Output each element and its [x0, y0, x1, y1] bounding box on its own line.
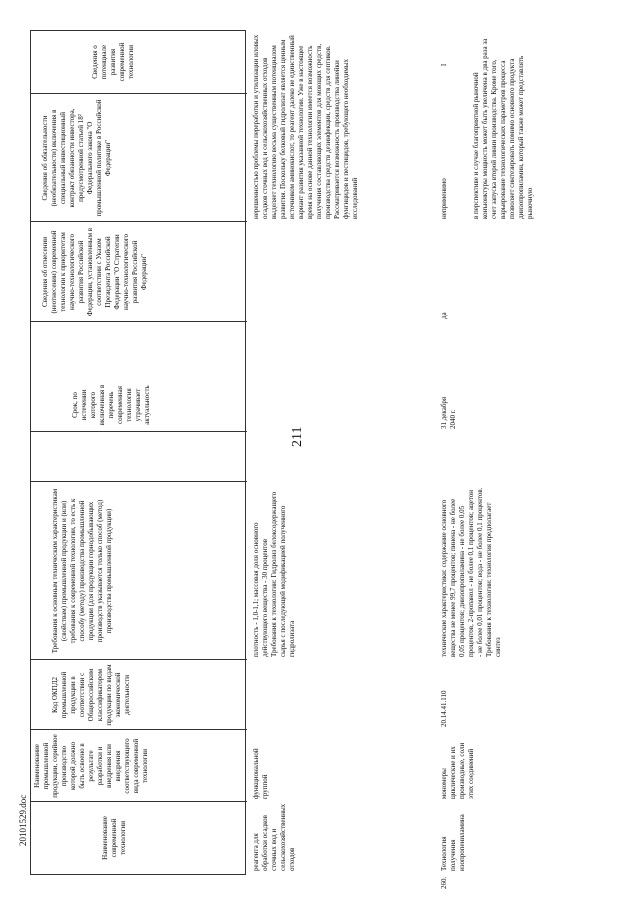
row-expiry-term: 31 декабря 2040 г. [440, 396, 457, 429]
cont-development-potential: нерешенностью проблемы переработки и утилизации иловых осадков сточных вод и сельскохозяйственных отходов выделяет технологию весьма существенным потенциалом развития. Поскольку белковый гидролизат является ценным источником аминокислот, то реагент далеко не единственный вариант развития указанной технологии. Уже в настоящее время на основе данной технологии имеется возможность получения составляющих элементов для моющих средств, производства средств дезинфекции, средств для септиков. Рассматривается возможность производства линейки фунгицидов и пестицидов, требующего необходимых исследований [252, 34, 359, 219]
col-divider [31, 659, 247, 660]
col-divider [31, 431, 247, 432]
col-divider [31, 321, 247, 322]
row-requirements: технические характеристики: содержание основного вещества не менее 99,7 процентов; пинена - не более 0,05 процентов; диизопропиламина - не более 0,05 процентов, 2-пропанол - не более 0,1 процентов; ацетон - не более 0,01 процентов; вода - не более 0,1 процентов. Требования к технологии: технология предполагает синтез [440, 487, 502, 657]
page-number: 211 [290, 426, 305, 447]
row-number: 260. [440, 876, 448, 889]
col-divider [31, 729, 247, 730]
header-requirements: Требования к основным техническим характеристикам (свойствам) промышленной продукции и (или) требования к современной технологии, то есть к способу (методу) производства промышленной продукции (для продукции горнодобывающих производств указывается только способ (метод) производства промышленной продукции) [51, 488, 113, 654]
row-priority-flag: да [440, 312, 448, 319]
technology-table [30, 30, 590, 889]
row-development-potential: в перспективе и случае благоприятной рыночной конъюнктуры мощность может быть увеличена в два раза за счет запуска второй линии производства. Кроме того, варьирование технологических параметров процесса позволяет синтезировать помимо основного продукта диизопропиламин, который также может представлять рыночную [472, 38, 534, 219]
row-product-name: мономеры циклические и их производные, соли этих соединений [440, 742, 475, 799]
row-okpd2-code: 20.14.41.110 [440, 690, 448, 727]
header-development-potential: Сведения о потенциале развития современной технологии [91, 42, 135, 82]
col-divider [31, 481, 247, 482]
row-contract-obligation: неприменимо [440, 178, 448, 219]
header-investment-contract: Сведения об обязательности (необязательности) включения в специальный инвестиционный контракт обязанности инвестора, предусмотренной статьей 18² Федерального закона "О промышленной политике в Российской Федерации" [41, 99, 112, 217]
row-technology-name: Технология получения изопропениламина [440, 814, 466, 871]
table-header-row [30, 30, 246, 875]
col-divider [31, 93, 247, 94]
col-divider [31, 221, 247, 222]
footer-doc-code: 20101529.doc [18, 794, 28, 846]
row-technology-group: I [440, 63, 448, 67]
header-product-name: Наименование промышленной продукции, серийное производство которой должно быть освоено в результате разработки и внедрения или внедрения соответствующего вида современной технологии [33, 734, 149, 798]
header-priorities: Сведения об отнесении (неотнесении) современной технологии к приоритетам научно-технологического развития Российской Федерации, установленным в соответствии с Указом Президента Российской Федерации "О Стратегии научно-технологического развития Российской Федерации" [41, 227, 148, 317]
header-expiry-term: Срок, по истечении которого включенная в перечень современная технология утрачивает актуальность [71, 384, 151, 426]
cont-product-name: функциональной группой [252, 748, 269, 799]
header-technology-name: Наименование современной технологии [101, 816, 127, 860]
cont-requirements: плотность - 1,0-1,1; массовая доля основного действующего вещества - 30 процентов Требования к технологии: Гидролиз белоксодержащего сырья с последующей модификацией полученного гидролизата [252, 491, 296, 657]
cont-technology-name: реагента для обработки осадков сточных вод и сельскохозяйственных отходов [252, 803, 296, 871]
header-okpd2-code: Код ОКПД2 промышленной продукции в соответствии с Общероссийским классификатором продукции по видам экономической деятельности [51, 664, 131, 726]
col-divider [31, 801, 247, 802]
